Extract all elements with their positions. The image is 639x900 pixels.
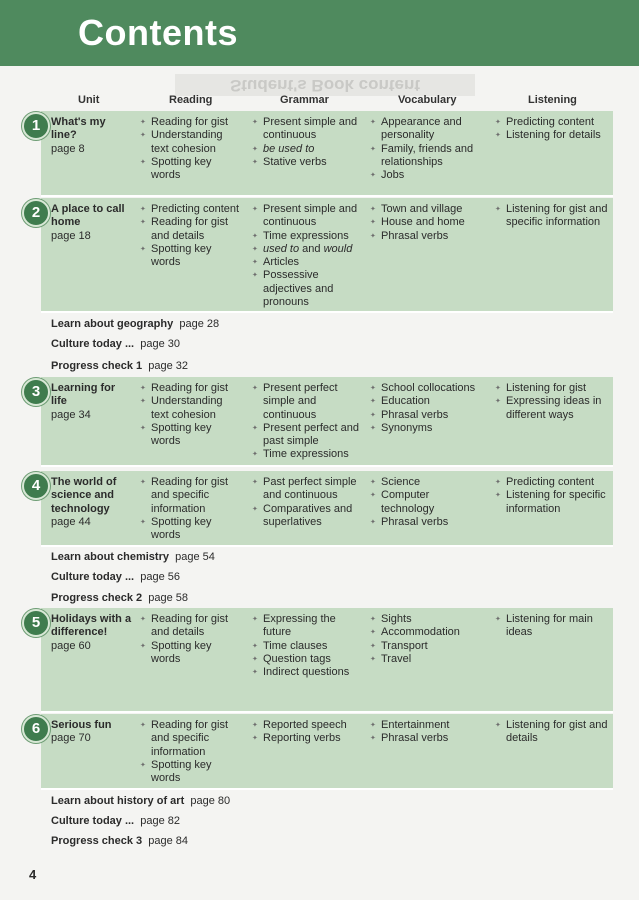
column-header-listening: Listening	[528, 94, 577, 106]
list-item: ✦ Present simple and continuous	[252, 116, 360, 143]
extra-progress-2[interactable]: Progress check 2 page 58	[51, 592, 189, 604]
page-number: 4	[29, 867, 37, 882]
grammar-cell	[252, 203, 360, 309]
list-item: ✦ Indirect questions	[252, 666, 360, 679]
vocabulary-cell	[370, 476, 480, 529]
unit-number-badge-5: 5	[22, 609, 50, 637]
unit-title[interactable]: Learning for life	[51, 382, 116, 408]
listening-cell	[495, 719, 611, 746]
unit-row-6	[41, 714, 613, 790]
grammar-cell	[252, 476, 360, 529]
vocabulary-cell	[370, 203, 480, 243]
list-item: ✦ Expressing ideas in different ways	[495, 395, 611, 422]
unit-title[interactable]: What's my line?	[51, 116, 106, 142]
list-item: ✦ Jobs	[370, 169, 480, 182]
unit-page: page 44	[51, 515, 91, 528]
list-item: ✦ Transport	[370, 640, 480, 653]
and-text: and	[302, 242, 321, 255]
listening-cell	[495, 116, 611, 143]
list-item: ✦ Spotting key words	[140, 759, 240, 786]
list-item: ✦ Computer technology	[370, 489, 480, 516]
listening-cell	[495, 476, 611, 516]
vocabulary-cell	[370, 116, 480, 182]
list-item: ✦ Education	[370, 395, 480, 408]
listening-cell	[495, 382, 611, 422]
list-item: ✦ Predicting content	[495, 116, 611, 129]
list-item: ✦ Reading for gist	[140, 116, 240, 129]
column-header-grammar: Grammar	[280, 94, 329, 106]
list-item: ✦ Spotting key words	[140, 243, 240, 270]
extra-culture-1[interactable]: Culture today ... page 30	[51, 338, 181, 350]
vocabulary-cell	[370, 382, 480, 435]
list-item	[252, 243, 360, 256]
grammar-cell	[252, 613, 360, 679]
list-item: ✦ Past perfect simple and continuous	[252, 476, 360, 503]
list-item: ✦ Present perfect simple and continuous	[252, 382, 360, 422]
vocabulary-cell	[370, 613, 480, 666]
list-item: ✦ Phrasal verbs	[370, 516, 480, 529]
reading-cell	[140, 719, 240, 785]
list-item: ✦ Appearance and personality	[370, 116, 480, 143]
list-item: ✦ Possessive adjectives and pronouns	[252, 269, 360, 309]
vocabulary-cell	[370, 719, 480, 746]
extra-history-of-art[interactable]: Learn about history of art page 80	[51, 795, 231, 807]
unit-title[interactable]: Serious fun	[51, 719, 112, 731]
list-item: ✦ Listening for specific information	[495, 489, 611, 516]
unit-number-badge-3: 3	[22, 378, 50, 406]
list-item: ✦ Synonyms	[370, 422, 480, 435]
column-header-reading: Reading	[169, 94, 213, 106]
extra-chemistry[interactable]: Learn about chemistry page 54	[51, 551, 215, 563]
listening-cell	[495, 613, 611, 640]
list-item: ✦ Town and village	[370, 203, 480, 216]
list-item: ✦ Expressing the future	[252, 613, 360, 640]
list-item: ✦ Time clauses	[252, 640, 360, 653]
list-item: ✦ Understanding text cohesion	[140, 395, 240, 422]
list-item: ✦ Entertainment	[370, 719, 480, 732]
grammar-cell	[252, 719, 360, 746]
unit-page: page 8	[51, 142, 85, 155]
list-item: ✦ Spotting key words	[140, 156, 240, 183]
reading-cell	[140, 476, 240, 542]
list-item: ✦ House and home	[370, 216, 480, 229]
list-item: ✦ Time expressions	[252, 448, 360, 461]
list-item: ✦ Spotting key words	[140, 640, 240, 667]
list-item: ✦ Family, friends and relationships	[370, 143, 480, 170]
would-text: would	[323, 242, 353, 255]
page-title: Contents	[78, 12, 238, 53]
list-item: ✦ Predicting content	[140, 203, 240, 216]
unit-cell	[51, 476, 133, 529]
reading-cell	[140, 203, 240, 269]
reading-cell	[140, 613, 240, 666]
grammar-cell	[252, 382, 360, 462]
unit-page: page 70	[51, 732, 91, 745]
list-item: ✦ Listening for gist and specific information	[495, 203, 611, 230]
list-item: ✦ Reading for gist and details	[140, 216, 240, 243]
list-item: ✦ Comparatives and superlatives	[252, 503, 360, 530]
grammar-cell	[252, 116, 360, 169]
unit-row-1	[41, 111, 613, 197]
extra-geography[interactable]: Learn about geography page 28	[51, 318, 220, 330]
unit-cell	[51, 203, 133, 243]
list-item: ✦ Present perfect and past simple	[252, 422, 360, 449]
unit-row-2	[41, 198, 613, 313]
list-item: ✦ be used to	[252, 143, 360, 156]
list-item: ✦ Reading for gist and details	[140, 613, 240, 640]
list-item: ✦ Time expressions	[252, 230, 360, 243]
list-item: ✦ Phrasal verbs	[370, 230, 480, 243]
list-item: ✦ Reading for gist	[140, 382, 240, 395]
list-item: ✦ Spotting key words	[140, 516, 240, 543]
list-item: ✦ Listening for main ideas	[495, 613, 611, 640]
list-item: ✦ School collocations	[370, 382, 480, 395]
reading-cell	[140, 116, 240, 182]
column-header-unit: Unit	[78, 94, 100, 106]
list-item: ✦ Reporting verbs	[252, 732, 360, 745]
unit-title[interactable]: Holidays with a difference!	[51, 613, 132, 639]
list-item: ✦ Accommodation	[370, 626, 480, 639]
unit-cell	[51, 613, 133, 653]
list-item: ✦ Phrasal verbs	[370, 732, 480, 745]
reading-cell	[140, 382, 240, 448]
extra-culture-2[interactable]: Culture today ... page 56	[51, 571, 181, 583]
list-item: ✦ Science	[370, 476, 480, 489]
list-item: ✦ Understanding text cohesion	[140, 129, 240, 156]
extra-progress-1[interactable]: Progress check 1 page 32	[51, 360, 189, 372]
list-item: ✦ Predicting content	[495, 476, 611, 489]
unit-cell	[51, 116, 133, 156]
unit-title[interactable]: The world of science and technology	[51, 476, 117, 515]
unit-row-3	[41, 377, 613, 467]
list-item: ✦ Sights	[370, 613, 480, 626]
unit-row-5	[41, 608, 613, 713]
unit-page: page 60	[51, 639, 91, 652]
unit-page: page 18	[51, 229, 91, 242]
list-item: ✦ Listening for gist	[495, 382, 611, 395]
list-item: ✦ Stative verbs	[252, 156, 360, 169]
list-item: ✦ Spotting key words	[140, 422, 240, 449]
show-through-text: Student's Book content	[175, 74, 475, 96]
unit-number-badge-2: 2	[22, 199, 50, 227]
list-item: ✦ Phrasal verbs	[370, 409, 480, 422]
unit-number-badge-6: 6	[22, 715, 50, 743]
list-item: ✦ Listening for gist and details	[495, 719, 611, 746]
listening-cell	[495, 203, 611, 230]
list-item: ✦ Question tags	[252, 653, 360, 666]
unit-title[interactable]: A place to call home	[51, 203, 125, 229]
list-item: ✦ Present simple and continuous	[252, 203, 360, 230]
list-item: ✦ Reading for gist and specific information	[140, 719, 240, 759]
unit-cell	[51, 382, 133, 422]
unit-page: page 34	[51, 408, 91, 421]
list-item: ✦ Travel	[370, 653, 480, 666]
column-header-vocabulary: Vocabulary	[398, 94, 457, 106]
unit-row-4	[41, 471, 613, 547]
header-band	[0, 0, 639, 66]
unit-cell	[51, 719, 133, 746]
list-item: ✦ Articles	[252, 256, 360, 269]
extra-culture-3[interactable]: Culture today ... page 82	[51, 815, 181, 827]
extra-progress-3[interactable]: Progress check 3 page 84	[51, 835, 189, 847]
used-to-text: used to	[263, 242, 300, 255]
unit-number-badge-1: 1	[22, 112, 50, 140]
list-item: ✦ Reported speech	[252, 719, 360, 732]
list-item: ✦ Listening for details	[495, 129, 611, 142]
unit-number-badge-4: 4	[22, 472, 50, 500]
list-item: ✦ Reading for gist and specific information	[140, 476, 240, 516]
